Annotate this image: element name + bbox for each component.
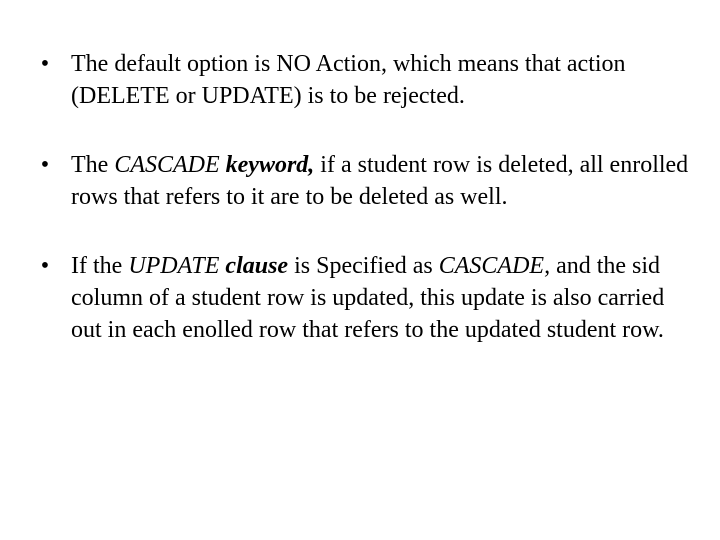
- bullet-list: [30, 48, 690, 346]
- term-keyword: keyword,: [225, 152, 315, 178]
- bullet-text-rest: if a student row is deleted, all enrolled rows that refers to it are to be deleted as well.: [71, 152, 689, 210]
- term-cascade: CASCADE: [114, 152, 220, 178]
- bullet-item-cascade-keyword: [30, 149, 690, 213]
- bullet-item-update-clause: [30, 250, 690, 346]
- bullet-text-rest: and the sid column of a student row is updated, this update is also carried out in each enolled row that refers to the updated student row.: [71, 253, 665, 343]
- bullet-marker: •: [40, 253, 50, 279]
- bullet-text-lead: The: [71, 152, 115, 178]
- bullet-item-no-action: [30, 48, 690, 112]
- bullet-text: The default option is NO Action, which means that action (DELETE or UPDATE) is to be rejected.: [71, 51, 626, 109]
- bullet-text-lead: If the: [71, 253, 129, 279]
- bullet-marker: •: [40, 152, 50, 178]
- term-cascade: CASCADE,: [438, 253, 551, 279]
- term-update: UPDATE: [128, 253, 220, 279]
- bullet-text-middle: is Specified as: [288, 253, 439, 279]
- term-clause: clause: [225, 253, 289, 279]
- bullet-marker: •: [40, 51, 50, 77]
